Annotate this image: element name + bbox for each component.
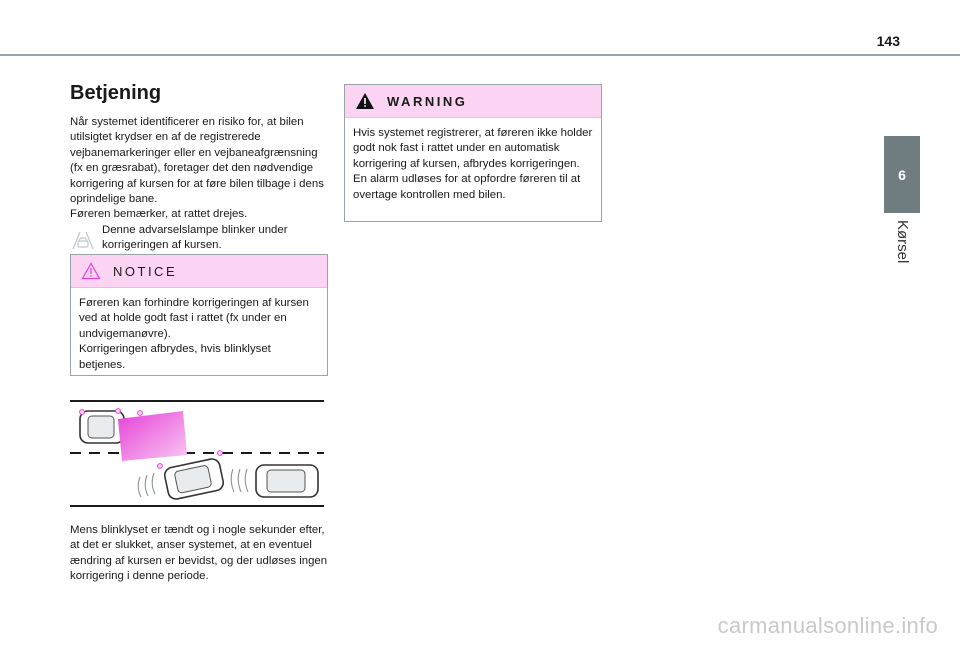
page-number: 143 [876, 33, 900, 49]
car-icon [163, 458, 224, 501]
lane-correction-illustration [70, 397, 326, 509]
figure-caption [70, 523, 332, 585]
car-icon [80, 411, 124, 443]
lamp-description: Denne advarselslampe blinker under korrigeringen af kursen. [102, 223, 288, 252]
intro-paragraph: Når systemet identificerer en risiko for, at bilen utilsigtet krydser en af de registrerede vejbanemarkeringer eller en vejbaneafgrænsning (fx en græsrabat), foretager det den nødvendige korrigering af kursen for at føre bilen tilbage i dens oprindelige bane. [70, 116, 324, 206]
chapter-tab[interactable] [884, 136, 920, 213]
detection-zone [118, 411, 187, 461]
watermark: carmanualsonline.info [717, 613, 938, 638]
chapter-title: Kørsel [894, 220, 911, 264]
notice-text-2: Korrigeringen afbrydes, hvis blinklyset betjenes. [79, 343, 271, 371]
warning-title: WARNING [387, 93, 468, 109]
warning-triangle-filled-icon [355, 92, 375, 110]
notice-text-1: Føreren kan forhindre korrigeringen af kursen ved at holde godt fast i rattet (fx under en undvigemanøvre). [79, 297, 309, 340]
notice-body [71, 288, 327, 379]
caption-text: Mens blinklyset er tændt og i nogle sekunder efter, at det er slukket, anser systemet, at en eventuel ændring af kursen er bevidst, og der udløses ingen korrigering i denne periode. [70, 524, 328, 583]
top-rule [0, 54, 960, 56]
section-title: Betjening [70, 82, 162, 104]
lamp-row [70, 223, 328, 254]
car-icon [256, 465, 318, 497]
warning-triangle-outline-icon [81, 262, 101, 280]
chapter-number: 6 [898, 166, 906, 183]
left-column [70, 82, 328, 254]
warning-header [345, 85, 601, 118]
warning-body [345, 118, 601, 209]
lane-assist-warning-lamp-icon [70, 229, 96, 251]
warning-text: Hvis systemet registrerer, at føreren ikke holder godt nok fast i rattet under en automatisk korrigering af kursen, afbrydes korrigeringen. En alarm udløses for at opfordre føreren til at overtage kontrollen med bilen. [353, 127, 593, 201]
steering-paragraph: Føreren bemærker, at rattet drejes. [70, 208, 248, 221]
notice-header [71, 255, 327, 288]
warning-box [344, 84, 602, 222]
notice-box [70, 254, 328, 376]
notice-title: NOTICE [113, 263, 178, 279]
